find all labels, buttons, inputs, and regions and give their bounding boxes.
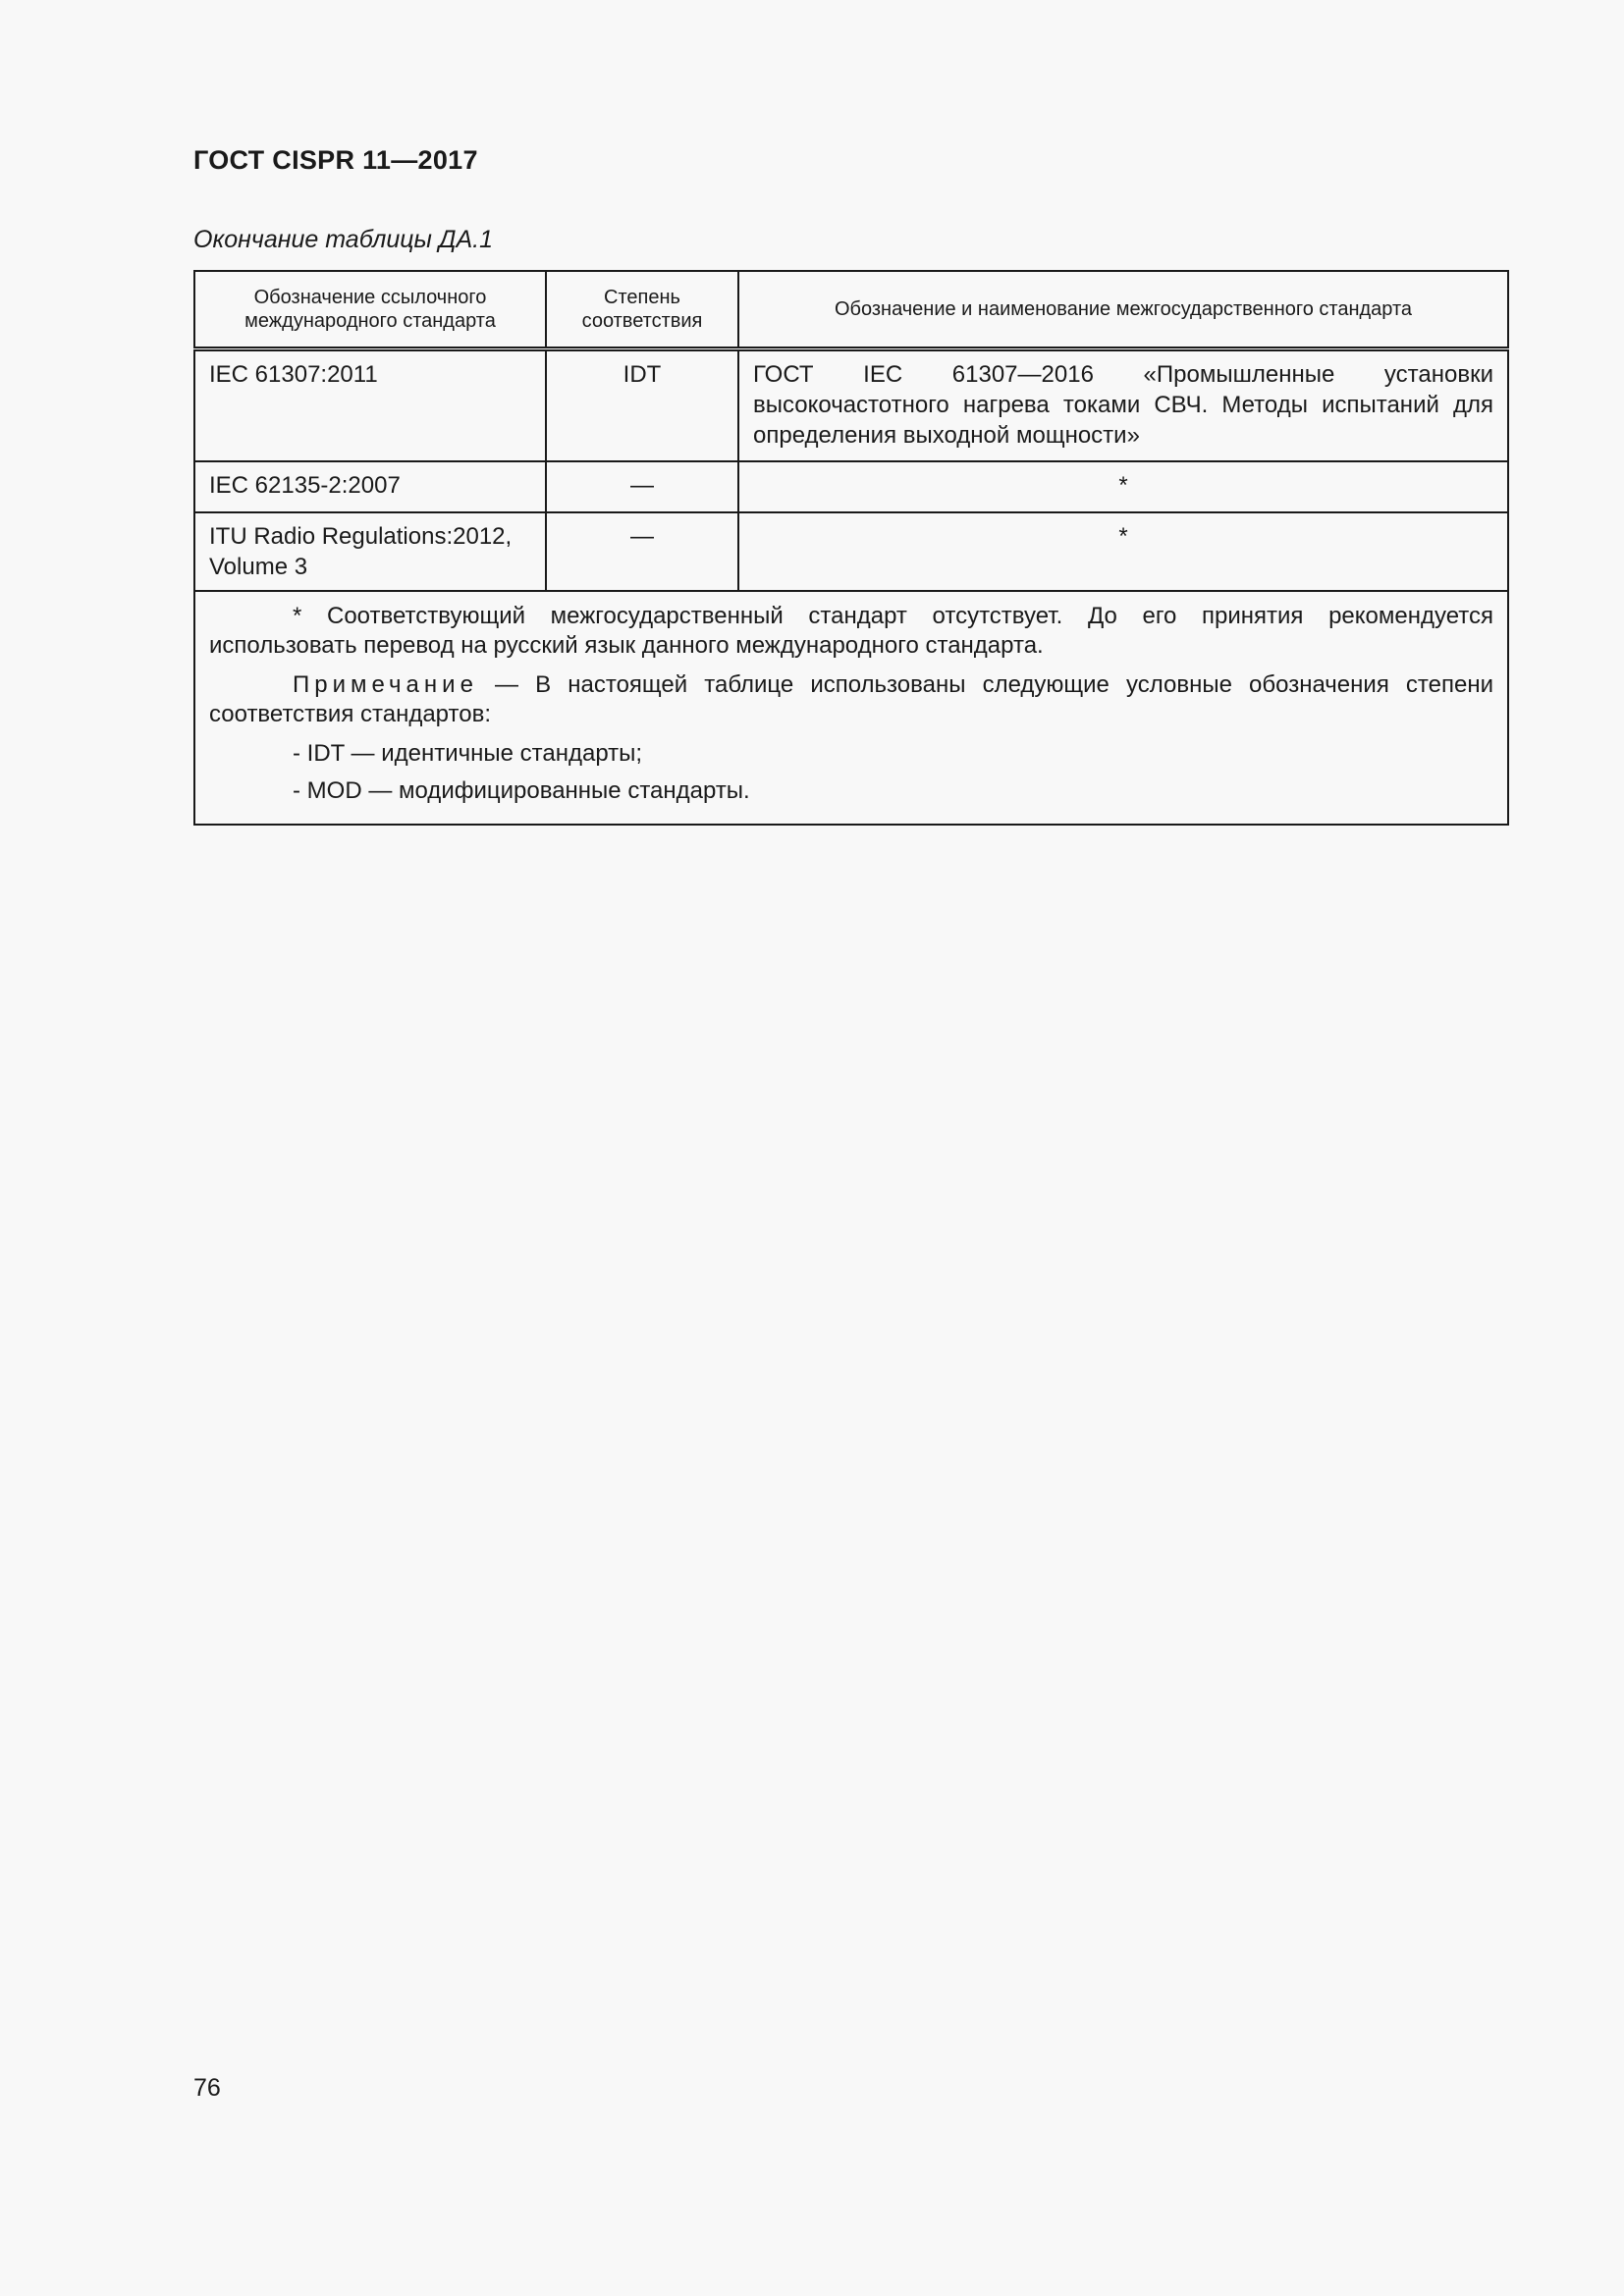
note-list-item: - MOD — модифицированные стандарты.: [293, 777, 750, 804]
cell-international: IEC 62135-2:2007: [194, 461, 546, 512]
table-notes-cell: [194, 591, 1508, 825]
page-number: 76: [193, 2074, 221, 2102]
table-header-row: [194, 271, 1508, 349]
cell-degree: IDT: [546, 349, 738, 462]
table-row: [194, 512, 1508, 591]
table-notes-row: [194, 591, 1508, 825]
cell-interstate: ГОСТ IEC 61307—2016 «Промышленные установки высокочастотного нагрева токами СВЧ. Методы испытаний для определения выходной мощности»: [738, 349, 1508, 462]
table-row: [194, 461, 1508, 512]
note-label: Примечание: [293, 671, 478, 698]
table-caption: Окончание таблицы ДА.1: [193, 226, 493, 253]
table-row: [194, 349, 1508, 462]
document-code-header: ГОСТ CISPR 11—2017: [193, 145, 478, 175]
cell-international: IEC 61307:2011: [194, 349, 546, 462]
cell-interstate: *: [738, 461, 1508, 512]
cell-international: ITU Radio Regulations:2012, Volume 3: [194, 512, 546, 591]
standards-table: [193, 270, 1509, 826]
cell-interstate: *: [738, 512, 1508, 591]
standards-table-container: [193, 270, 1509, 826]
note-list-item: - IDT — идентичные стандарты;: [293, 740, 643, 767]
column-header-interstate: Обозначение и наименование межгосударственного стандарта: [738, 271, 1508, 349]
note-text: — В настоящей таблице использованы следующие условные обозначения степени соответствия стандартов:: [209, 671, 1493, 727]
table-note: [209, 670, 1493, 729]
cell-degree: —: [546, 461, 738, 512]
column-header-international: Обозначение ссылочного международного стандарта: [194, 271, 546, 349]
column-header-degree: Степень соответствия: [546, 271, 738, 349]
cell-degree: —: [546, 512, 738, 591]
table-footnote: * Соответствующий межгосударственный стандарт отсутствует. До его принятия рекомендуется использовать перевод на русский язык данного международного стандарта.: [209, 603, 1493, 659]
